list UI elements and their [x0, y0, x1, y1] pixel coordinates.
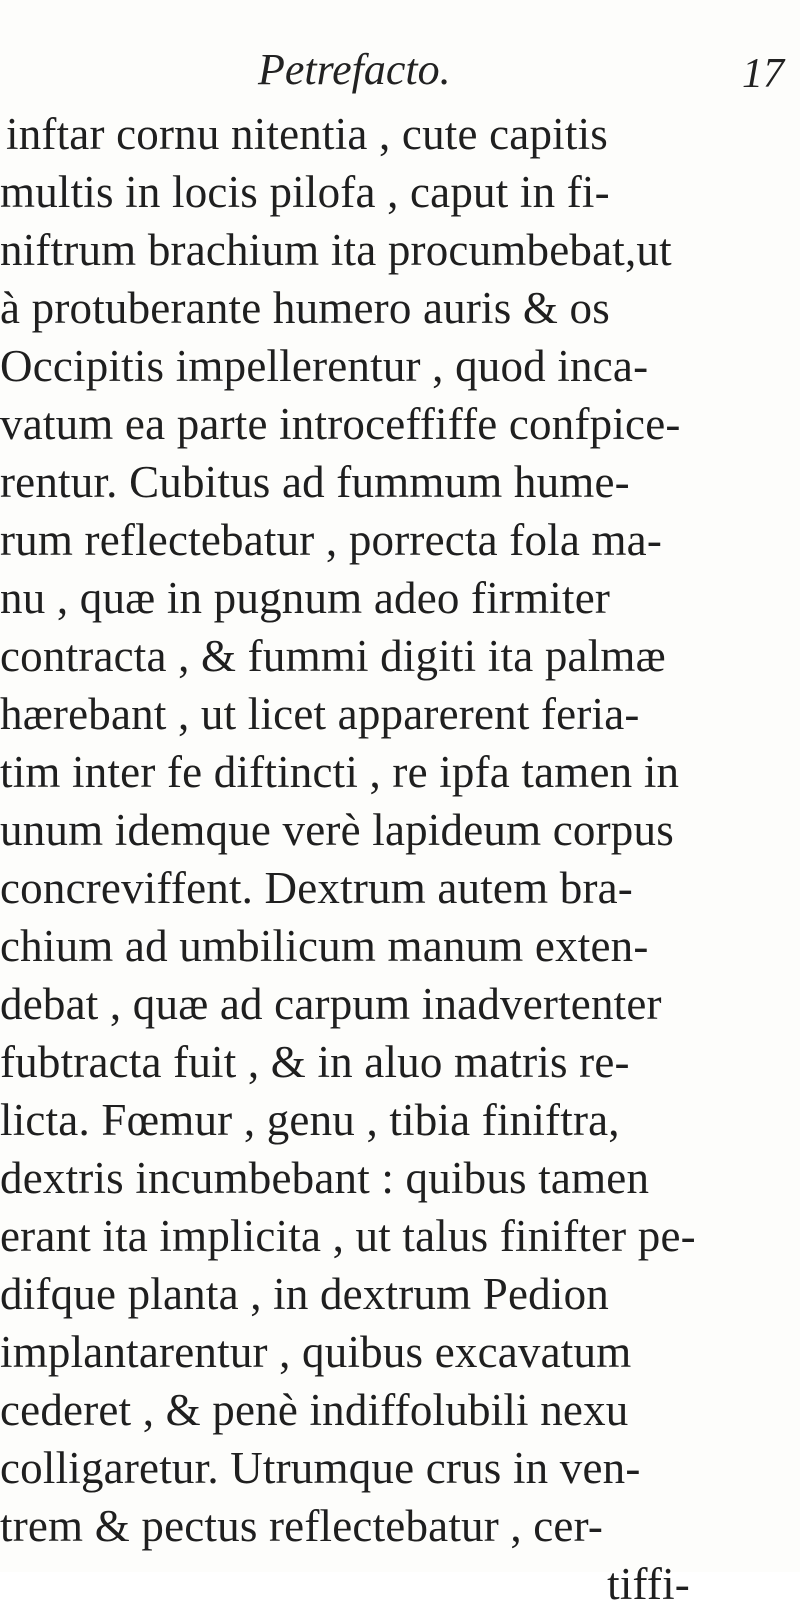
- text-line: Occipitis impellerentur , quod inca-: [0, 341, 649, 391]
- text-line: tim inter fe diftincti , re ipfa tamen in: [0, 747, 680, 797]
- text-line: contracta , & fummi digiti ita palmæ: [0, 631, 666, 681]
- text-line: colligaretur. Utrumque crus in ven-: [0, 1443, 641, 1493]
- text-line: rentur. Cubitus ad fummum hume-: [0, 457, 630, 507]
- text-line: rum reflectebatur , porrecta fola ma-: [0, 515, 663, 565]
- text-line: unum idemque verè lapideum corpus: [0, 805, 674, 855]
- text-line: inftar cornu nitentia , cute capitis: [6, 109, 608, 159]
- text-line: debat , quæ ad carpum inadvertenter: [0, 979, 662, 1029]
- text-line: hærebant , ut licet apparerent feria-: [0, 689, 640, 739]
- text-line: fubtracta fuit , & in aluo matris re-: [0, 1037, 630, 1087]
- text-line: multis in locis pilofa , caput in fi-: [0, 167, 610, 217]
- text-line: concreviffent. Dextrum autem bra-: [0, 863, 633, 913]
- text-line: chium ad umbilicum manum exten-: [0, 921, 649, 971]
- page-number: 17: [742, 51, 784, 97]
- running-title: Petrefacto.: [258, 45, 451, 94]
- text-line: vatum ea parte introceffiffe confpice-: [0, 399, 681, 449]
- text-line: difque planta , in dextrum Pedion: [0, 1269, 609, 1319]
- catchword: tiffi-: [607, 1559, 690, 1609]
- text-line: trem & pectus reflectebatur , cer-: [0, 1501, 604, 1551]
- text-line: erant ita implicita , ut talus finifter pe-: [0, 1211, 696, 1261]
- text-line: niftrum brachium ita procumbebat,ut: [0, 225, 672, 275]
- text-line: cederet , & penè indiffolubili nexu: [0, 1385, 629, 1435]
- running-head: [0, 40, 800, 100]
- text-line: implantarentur , quibus excavatum: [0, 1327, 632, 1377]
- text-line: dextris incumbebant : quibus tamen: [0, 1153, 650, 1203]
- text-line: nu , quæ in pugnum adeo firmiter: [0, 573, 611, 623]
- text-line: à protuberante humero auris & os: [0, 283, 610, 333]
- body-text: [0, 105, 800, 1613]
- text-line: licta. Fœmur , genu , tibia finiftra,: [0, 1095, 620, 1145]
